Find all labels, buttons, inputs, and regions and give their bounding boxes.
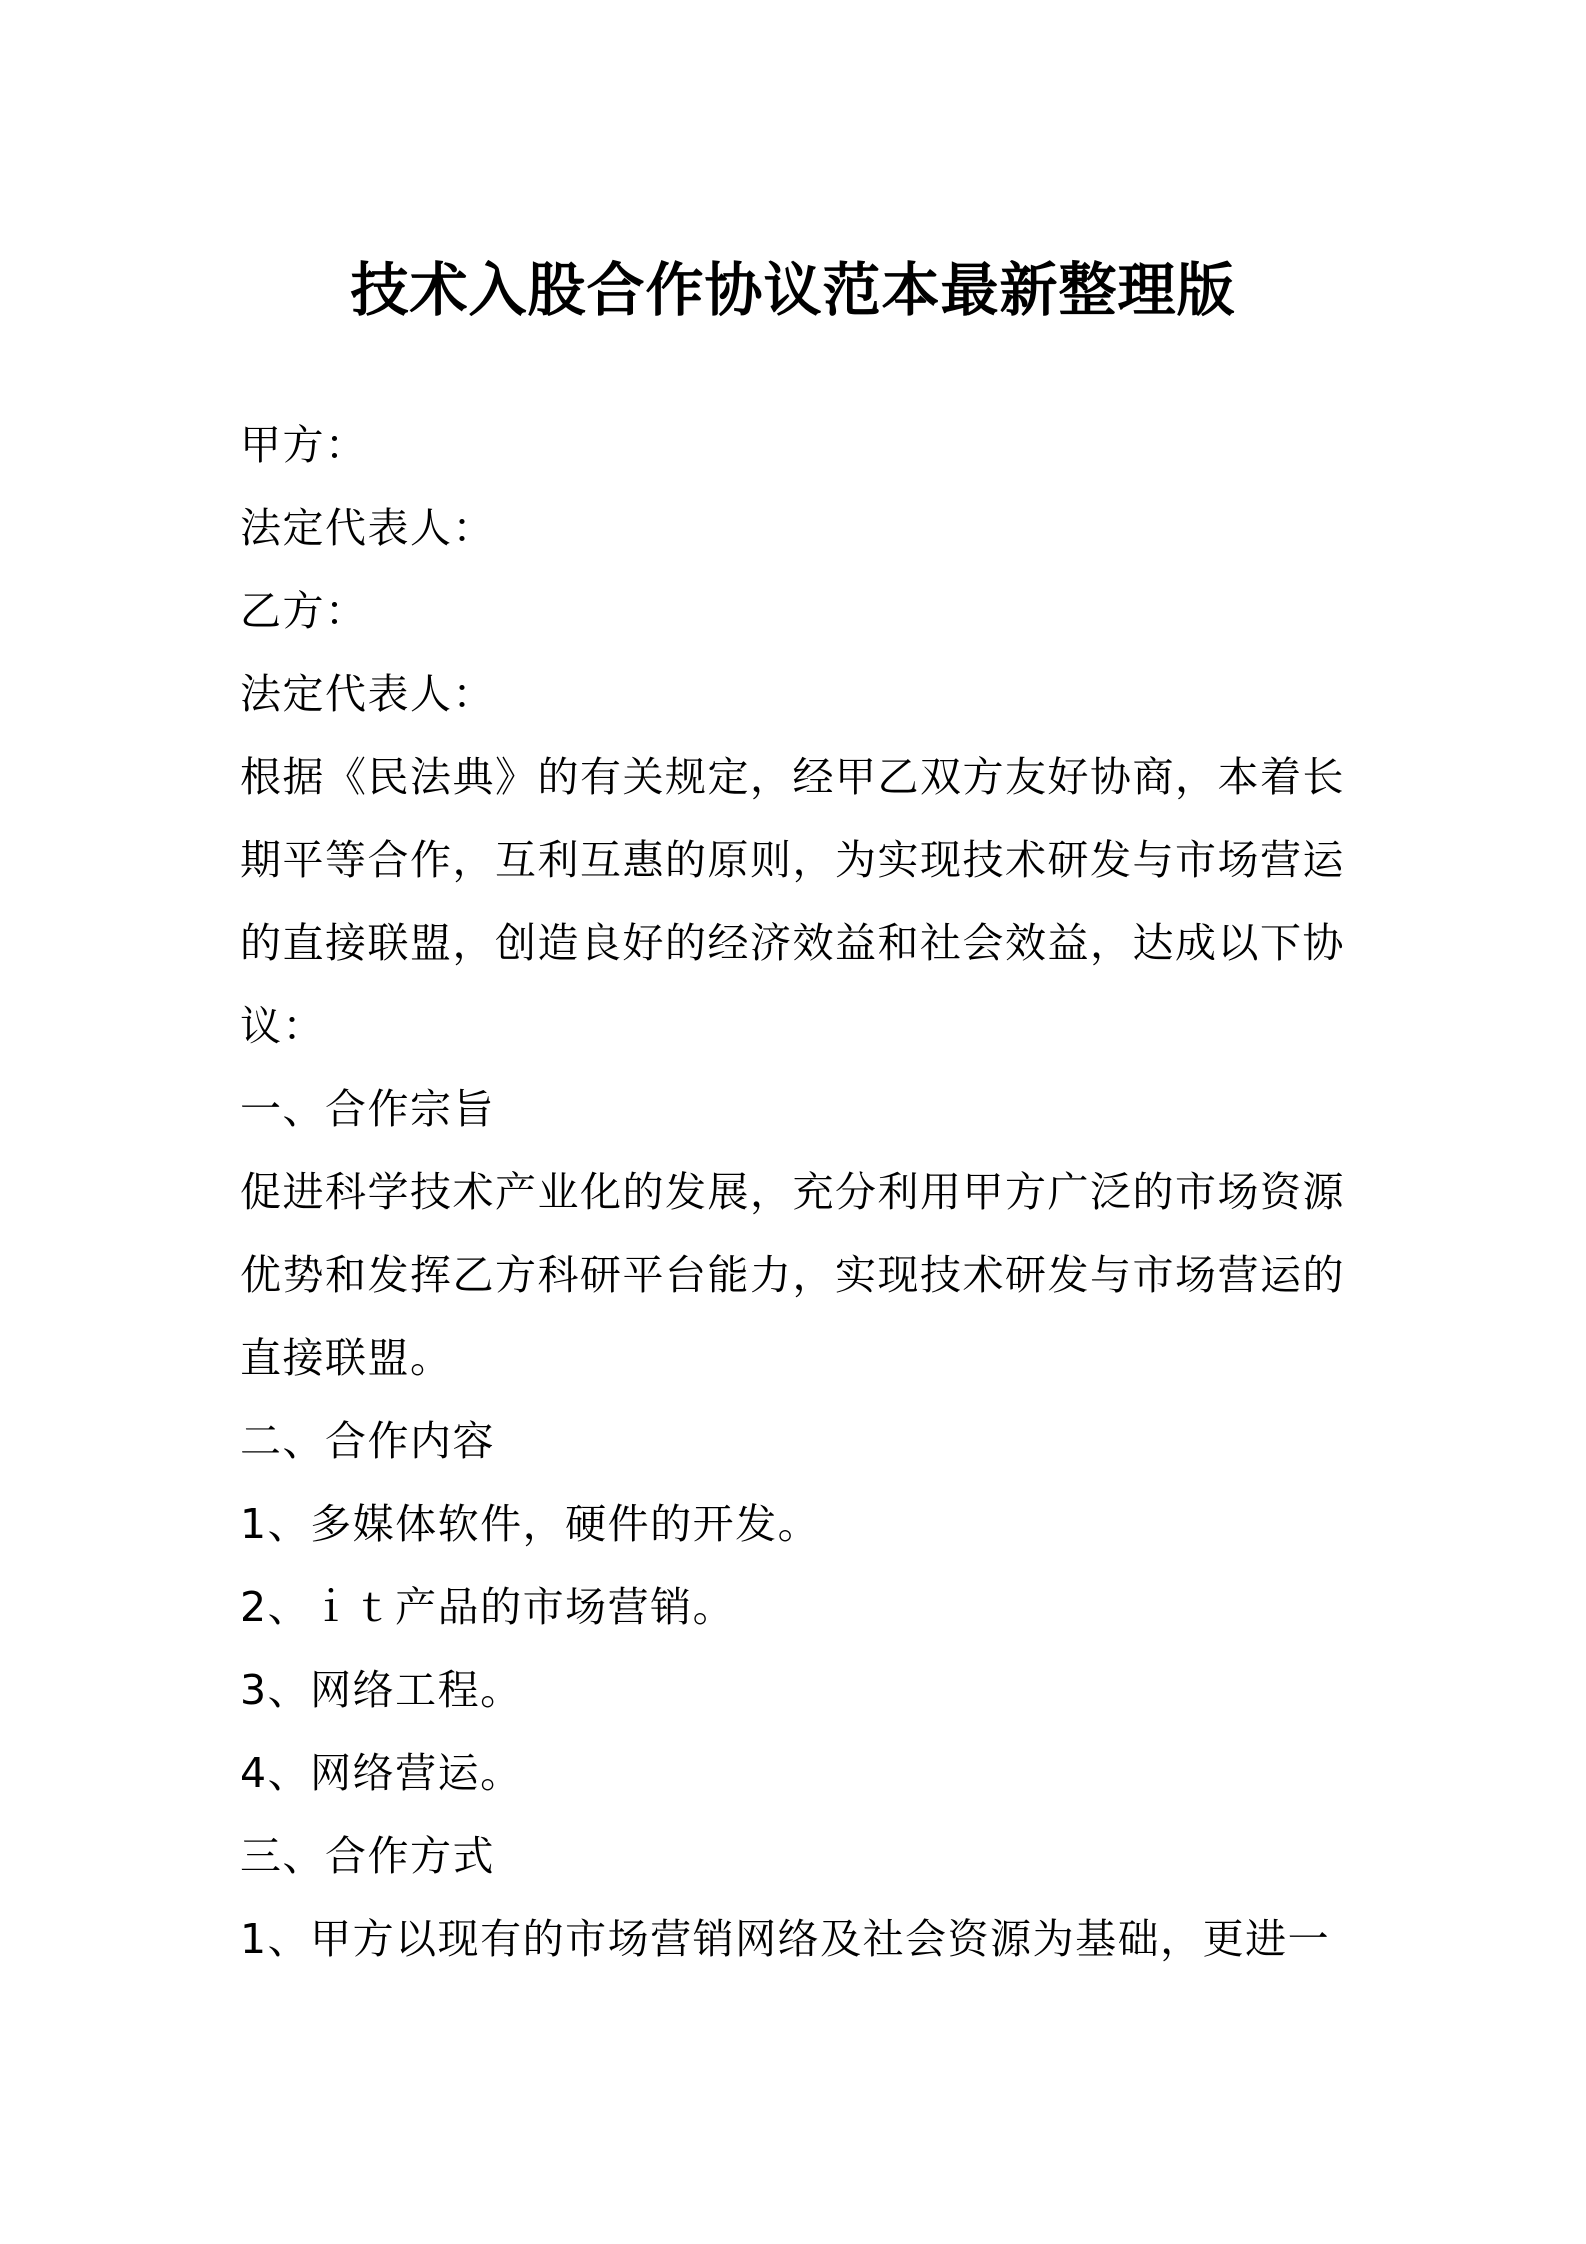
section-heading-content: 二、合作内容	[240, 1417, 495, 1465]
content-list-item: 4、网络营运。	[240, 1749, 523, 1797]
content-list-item: 1、多媒体软件，硬件的开发。	[240, 1500, 821, 1548]
purpose-paragraph-line: 直接联盟。	[240, 1334, 453, 1382]
party-b-representative-line: 法定代表人：	[240, 670, 495, 718]
purpose-paragraph-line: 促进科学技术产业化的发展，充分利用甲方广泛的市场资源	[240, 1168, 1345, 1216]
party-a-representative-line: 法定代表人：	[240, 504, 495, 552]
party-a-line: 甲方：	[240, 421, 368, 469]
purpose-paragraph-line: 优势和发挥乙方科研平台能力，实现技术研发与市场营运的	[240, 1251, 1345, 1299]
content-list-item: 3、网络工程。	[240, 1666, 523, 1714]
content-list-item: 2、ｉｔ产品的市场营销。	[240, 1583, 736, 1631]
document-body	[240, 404, 1360, 1981]
section-heading-purpose: 一、合作宗旨	[240, 1085, 495, 1133]
preamble-line: 根据《民法典》的有关规定，经甲乙双方友好协商，本着长	[240, 753, 1345, 801]
preamble-line: 的直接联盟，创造良好的经济效益和社会效益，达成以下协	[240, 919, 1345, 967]
document-title: 技术入股合作协议范本最新整理版	[350, 256, 1236, 324]
preamble-line: 议：	[240, 1002, 325, 1050]
preamble-line: 期平等合作，互利互惠的原则，为实现技术研发与市场营运	[240, 836, 1345, 884]
section-heading-method: 三、合作方式	[240, 1832, 495, 1880]
party-b-line: 乙方：	[240, 587, 368, 635]
method-list-item: 1、甲方以现有的市场营销网络及社会资源为基础，更进一	[240, 1915, 1331, 1963]
